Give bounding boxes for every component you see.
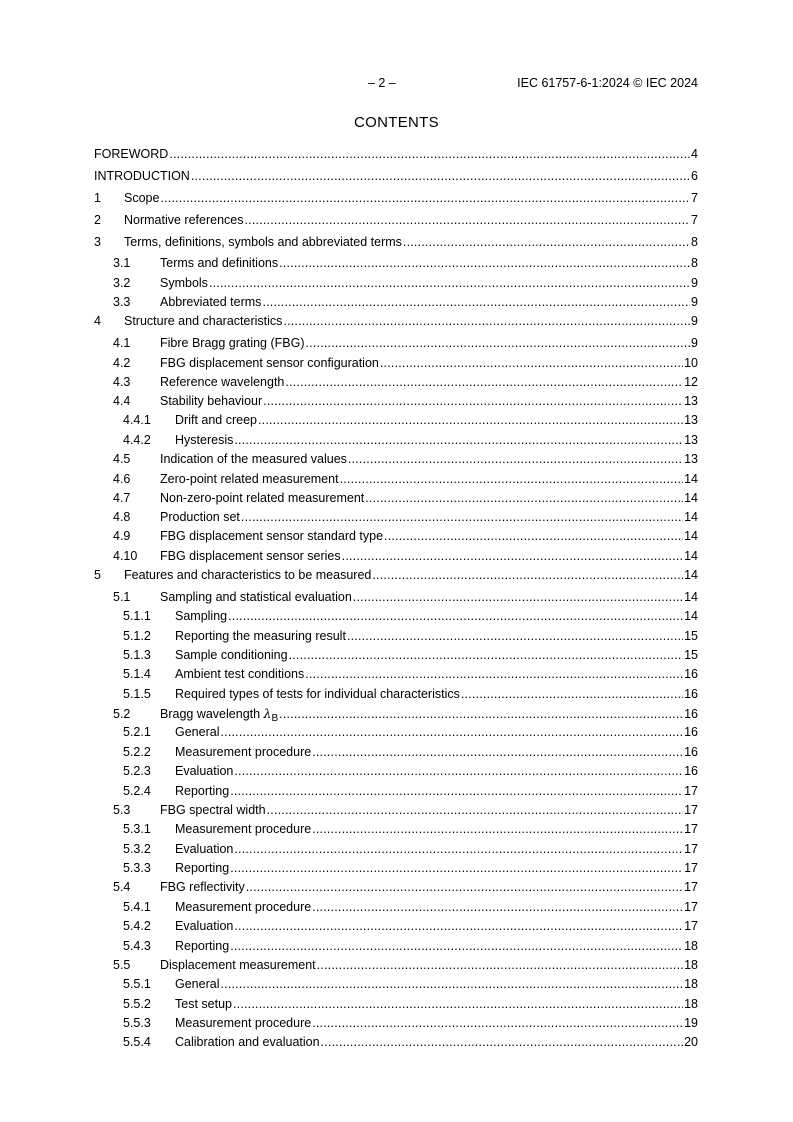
toc-entry-page: 7 xyxy=(691,212,698,227)
toc-entry-title xyxy=(160,255,278,272)
toc-entry-title-text: Reporting xyxy=(175,861,230,876)
toc-entry[interactable] xyxy=(94,528,698,547)
toc-entry-page: 14 xyxy=(684,567,698,582)
dot-leader xyxy=(289,647,684,664)
toc-entry-page: 18 xyxy=(684,957,698,972)
toc-entry[interactable] xyxy=(94,841,698,860)
toc-entry-title-text: Sample conditioning xyxy=(175,647,288,662)
toc-entry-page: 20 xyxy=(684,1035,698,1050)
toc-entry-title-text: FBG reflectivity xyxy=(160,880,245,895)
toc-entry[interactable] xyxy=(94,724,698,743)
toc-entry-number: 4.4 xyxy=(113,394,131,409)
toc-entry[interactable] xyxy=(94,628,698,647)
toc-entry[interactable] xyxy=(94,412,698,431)
toc-entry-page: 13 xyxy=(684,413,698,428)
toc-entry-title xyxy=(175,647,288,664)
toc-entry-page: 17 xyxy=(684,861,698,876)
toc-entry-title-text: Reference wavelength xyxy=(160,374,285,389)
toc-entry[interactable] xyxy=(94,471,698,490)
toc-entry-page: 17 xyxy=(684,880,698,895)
toc-entry-number: 5.3.2 xyxy=(123,841,151,856)
toc-entry-number: 4.3 xyxy=(113,374,131,389)
dot-leader xyxy=(234,432,683,449)
toc-entry-title-text: Calibration and evaluation xyxy=(175,1035,320,1050)
toc-entry-title xyxy=(175,841,233,858)
toc-entry-title xyxy=(175,724,219,741)
toc-entry-page: 9 xyxy=(691,295,698,310)
page-header xyxy=(94,76,698,92)
toc-entry-page: 16 xyxy=(684,686,698,701)
dot-leader xyxy=(365,490,683,507)
toc-entry-number: 5.3.3 xyxy=(123,861,151,876)
toc-entry-title xyxy=(124,313,282,330)
dot-leader xyxy=(347,628,683,645)
toc-entry-title-text: Reporting the measuring result xyxy=(175,628,346,643)
toc-entry-page: 16 xyxy=(684,744,698,759)
toc-entry-number: 5.5.4 xyxy=(123,1035,151,1050)
toc-entry[interactable] xyxy=(94,567,698,589)
toc-entry-title xyxy=(175,608,227,625)
toc-entry-number: 5.2 xyxy=(113,707,131,722)
toc-entry-title xyxy=(175,976,219,993)
toc-entry-number: 5.2.1 xyxy=(123,725,151,740)
toc-entry-title xyxy=(175,666,304,683)
toc-entry-title xyxy=(124,212,244,229)
toc-entry-page: 16 xyxy=(684,707,698,722)
dot-leader xyxy=(234,763,683,780)
dot-leader xyxy=(312,1015,683,1032)
toc-entry-title xyxy=(160,957,316,974)
dot-leader xyxy=(169,146,690,163)
toc-entry-title-text: Measurement procedure xyxy=(175,1016,312,1030)
toc-entry[interactable] xyxy=(94,212,698,234)
toc-entry-title xyxy=(160,294,261,311)
toc-entry-title xyxy=(160,490,364,507)
dot-leader xyxy=(312,744,683,761)
toc-entry[interactable] xyxy=(94,234,698,256)
toc-entry[interactable] xyxy=(94,783,698,802)
dot-leader xyxy=(230,860,683,877)
dot-leader xyxy=(258,412,683,429)
toc-entry-title-text: Structure and characteristics xyxy=(124,314,283,329)
toc-entry-title xyxy=(160,548,341,565)
toc-entry-number: 5.1.4 xyxy=(123,667,151,682)
toc-entry[interactable] xyxy=(94,451,698,470)
toc-entry-title xyxy=(124,234,402,251)
toc-entry-page: 9 xyxy=(691,275,698,290)
toc-entry[interactable] xyxy=(94,918,698,937)
toc-entry-title-text: General xyxy=(175,725,220,740)
toc-entry-page: 14 xyxy=(684,589,698,604)
toc-entry-number: 5.5.2 xyxy=(123,996,151,1011)
toc-entry-number: 3.3 xyxy=(113,295,131,310)
toc-entry-page: 14 xyxy=(684,529,698,544)
toc-entry[interactable] xyxy=(94,548,698,567)
toc-entry-number: 5.5 xyxy=(113,957,131,972)
toc-entry-title xyxy=(175,686,460,703)
toc-entry-title-text: FBG displacement sensor series xyxy=(160,548,341,563)
toc-entry-title xyxy=(175,918,233,935)
toc-entry-title-text: Sampling and statistical evaluation xyxy=(160,589,352,604)
toc-entry-title-text: General xyxy=(175,977,220,992)
toc-entry[interactable] xyxy=(94,1015,698,1034)
toc-entry-title-text: Drift and creep xyxy=(175,413,257,428)
dot-leader xyxy=(228,608,683,625)
toc-entry-title-text: Terms and definitions xyxy=(160,256,279,271)
toc-entry[interactable] xyxy=(94,355,698,374)
toc-entry[interactable] xyxy=(94,1034,698,1053)
toc-entry[interactable] xyxy=(94,509,698,528)
toc-entry-page: 14 xyxy=(684,471,698,486)
toc-entry-title xyxy=(175,783,229,800)
toc-entry[interactable] xyxy=(94,705,698,724)
toc-entry-title xyxy=(175,996,232,1013)
toc-entry-number: 4.2 xyxy=(113,355,131,370)
toc-entry-page: 14 xyxy=(684,510,698,525)
toc-entry-title xyxy=(94,146,168,163)
toc-entry[interactable] xyxy=(94,255,698,274)
toc-entry-title xyxy=(175,1034,320,1051)
toc-entry-title xyxy=(160,355,379,372)
toc-entry-page: 14 xyxy=(684,490,698,505)
toc-entry-title xyxy=(94,168,190,185)
dot-leader xyxy=(321,1034,684,1051)
toc-entry-page: 12 xyxy=(684,374,698,389)
toc-entry-title-text: Evaluation xyxy=(175,919,234,934)
toc-entry-title-text: Non-zero-point related measurement xyxy=(160,490,365,505)
toc-entry-page: 19 xyxy=(684,1016,698,1030)
toc-entry-number: 5.1 xyxy=(113,589,131,604)
dot-leader xyxy=(245,212,691,229)
toc-entry-number: 4.1 xyxy=(113,336,131,351)
toc-entry-title-text: Measurement procedure xyxy=(175,899,312,914)
toc-entry-title xyxy=(160,335,305,352)
dot-leader xyxy=(230,783,683,800)
toc-entry-number: 1 xyxy=(94,190,101,205)
dot-leader xyxy=(220,724,683,741)
toc-entry-title-text: Fibre Bragg grating (FBG) xyxy=(160,336,305,351)
toc-entry[interactable] xyxy=(94,802,698,821)
toc-entry-title xyxy=(175,1015,311,1032)
toc-entry-page: 15 xyxy=(684,628,698,643)
toc-entry[interactable] xyxy=(94,275,698,294)
toc-entry-page: 17 xyxy=(684,802,698,817)
dot-leader xyxy=(160,190,690,207)
dot-leader xyxy=(384,528,683,545)
toc-entry-title xyxy=(175,938,229,955)
dot-leader xyxy=(317,957,683,974)
dot-leader xyxy=(348,451,683,468)
toc-entry-number: 5.5.1 xyxy=(123,977,151,992)
toc-entry-page: 16 xyxy=(684,667,698,682)
toc-entry-title-text: INTRODUCTION xyxy=(94,168,190,183)
toc-entry-title-text: Ambient test conditions xyxy=(175,667,305,682)
toc-entry[interactable] xyxy=(94,374,698,393)
toc-entry-page: 13 xyxy=(684,452,698,467)
toc-entry-title xyxy=(175,899,311,916)
toc-entry-title-text: Reporting xyxy=(175,783,230,798)
toc-entry[interactable] xyxy=(94,996,698,1015)
dot-leader xyxy=(279,255,690,272)
toc-entry[interactable] xyxy=(94,393,698,412)
toc-entry[interactable] xyxy=(94,899,698,918)
toc-entry-number: 5.1.5 xyxy=(123,686,151,701)
dot-leader xyxy=(263,393,683,410)
toc-entry-page: 16 xyxy=(684,725,698,740)
document-reference: IEC 61757-6-1:2024 © IEC 2024 xyxy=(517,76,698,90)
toc-entry-title xyxy=(175,821,311,838)
toc-entry-number: 4.5 xyxy=(113,452,131,467)
toc-entry[interactable] xyxy=(94,821,698,840)
toc-entry[interactable] xyxy=(94,976,698,995)
toc-entry-title xyxy=(160,275,208,292)
toc-entry-title-text: Production set xyxy=(160,510,240,525)
toc-entry-title-text: Measurement procedure xyxy=(175,744,312,759)
toc-entry-page: 14 xyxy=(684,609,698,624)
toc-entry-page: 14 xyxy=(684,548,698,563)
toc-entry[interactable] xyxy=(94,168,698,190)
toc-entry-title xyxy=(160,879,245,896)
toc-entry-title xyxy=(160,528,383,545)
dot-leader xyxy=(305,666,683,683)
dot-leader xyxy=(342,548,683,565)
dot-leader xyxy=(234,918,683,935)
toc-entry-title xyxy=(160,374,284,391)
dot-leader xyxy=(220,976,683,993)
toc-entry-number: 4.9 xyxy=(113,529,131,544)
lambda-symbol: λ xyxy=(263,706,272,722)
toc-entry-title-text: Zero-point related measurement xyxy=(160,471,339,486)
toc-entry-page: 17 xyxy=(684,899,698,914)
toc-entry-title xyxy=(160,802,266,819)
toc-entry-title-text: FBG displacement sensor configuration xyxy=(160,355,379,370)
toc-entry-title-text: Scope xyxy=(124,190,160,205)
toc-entry-title-text: Features and characteristics to be measured xyxy=(124,567,372,582)
toc-entry-title xyxy=(160,589,352,606)
toc-entry[interactable] xyxy=(94,335,698,354)
toc-entry-page: 8 xyxy=(691,256,698,271)
toc-entry[interactable] xyxy=(94,589,698,608)
toc-entry-title-text: FBG spectral width xyxy=(160,802,266,817)
toc-entry-page: 9 xyxy=(691,336,698,351)
toc-entry-title xyxy=(160,451,347,468)
toc-entry-number: 5.1.2 xyxy=(123,628,151,643)
toc-entry-title-text: Terms, definitions, symbols and abbreviated terms xyxy=(124,234,402,249)
toc-entry-page: 17 xyxy=(684,783,698,798)
toc-entry[interactable] xyxy=(94,146,698,168)
toc-entry-title-text: Required types of tests for individual characteristics xyxy=(175,686,460,701)
toc-entry-number: 4.6 xyxy=(113,471,131,486)
toc-entry-title xyxy=(175,628,346,645)
toc-entry-number: 3.2 xyxy=(113,275,131,290)
toc-entry-title-text: Measurement procedure xyxy=(175,822,312,837)
dot-leader xyxy=(380,355,683,372)
toc-entry-number: 5.2.4 xyxy=(123,783,151,798)
toc-entry-page: 6 xyxy=(691,168,698,183)
toc-entry-title-text: Evaluation xyxy=(175,841,234,856)
dot-leader xyxy=(340,471,684,488)
toc-entry[interactable] xyxy=(94,647,698,666)
toc-entry-number: 5.3.1 xyxy=(123,822,151,837)
toc-entry-page: 15 xyxy=(684,647,698,662)
toc-entry-number: 5.1.1 xyxy=(123,609,151,624)
toc-entry-page: 13 xyxy=(684,432,698,447)
toc-entry-number: 3 xyxy=(94,234,101,249)
dot-leader xyxy=(283,313,690,330)
toc-entry-title-text: Stability behaviour xyxy=(160,394,263,409)
toc-entry-page: 8 xyxy=(691,234,698,249)
dot-leader xyxy=(312,821,683,838)
toc-entry[interactable] xyxy=(94,190,698,212)
toc-entry[interactable] xyxy=(94,313,698,335)
toc-entry-page: 18 xyxy=(684,938,698,953)
page-number: – 2 – xyxy=(368,76,396,90)
toc-entry-number: 5.4.1 xyxy=(123,899,151,914)
toc-entry-page: 17 xyxy=(684,841,698,856)
toc-entry-number: 5.2.2 xyxy=(123,744,151,759)
dot-leader xyxy=(312,899,683,916)
toc-entry-page: 18 xyxy=(684,977,698,992)
symbol-subscript: B xyxy=(271,713,279,725)
dot-leader xyxy=(233,996,683,1013)
page-title: CONTENTS xyxy=(354,114,439,131)
dot-leader xyxy=(353,589,683,606)
dot-leader xyxy=(241,509,683,526)
toc-entry-title-text: Sampling xyxy=(175,609,228,624)
toc-entry[interactable] xyxy=(94,860,698,879)
toc-entry-number: 4.8 xyxy=(113,510,131,525)
dot-leader xyxy=(230,938,683,955)
toc-entry-page: 4 xyxy=(691,147,698,161)
toc-entry-title-text: FOREWORD xyxy=(94,147,169,161)
toc-entry[interactable] xyxy=(94,744,698,763)
dot-leader xyxy=(246,879,683,896)
toc-entry-number: 3.1 xyxy=(113,256,131,271)
toc-entry-page: 13 xyxy=(684,394,698,409)
toc-entry-title xyxy=(124,567,371,584)
dot-leader xyxy=(279,706,683,723)
toc-entry-page: 17 xyxy=(684,919,698,934)
toc-entry-number: 5.1.3 xyxy=(123,647,151,662)
toc-entry-title-text: Evaluation xyxy=(175,764,234,779)
toc-entry-number: 5.4.3 xyxy=(123,938,151,953)
toc-entry-page: 7 xyxy=(691,190,698,205)
toc-entry[interactable] xyxy=(94,432,698,451)
toc-entry-title-text: Indication of the measured values xyxy=(160,452,347,467)
toc-entry-title xyxy=(160,393,262,410)
toc-entry-number: 4.4.2 xyxy=(123,432,151,447)
toc-entry-number: 5.5.3 xyxy=(123,1016,151,1030)
toc-entry-title xyxy=(160,471,339,488)
toc-entry-number: 4.4.1 xyxy=(123,413,151,428)
dot-leader xyxy=(461,686,683,703)
toc-entry-number: 4.10 xyxy=(113,548,138,563)
toc-entry-title xyxy=(175,432,233,449)
toc-entry-number: 5.4.2 xyxy=(123,919,151,934)
dot-leader xyxy=(209,275,690,292)
toc-entry-number: 5.4 xyxy=(113,880,131,895)
toc-entry-page: 9 xyxy=(691,314,698,329)
toc-entry-page: 16 xyxy=(684,764,698,779)
toc-entry-title-text: Reporting xyxy=(175,938,230,953)
toc-entry-number: 2 xyxy=(94,212,101,227)
toc-entry[interactable] xyxy=(94,294,698,313)
toc-entry-title xyxy=(175,412,257,429)
table-of-contents xyxy=(94,146,698,1054)
toc-entry-page: 17 xyxy=(684,822,698,837)
toc-entry-title xyxy=(160,509,240,526)
dot-leader xyxy=(191,168,690,185)
dot-leader xyxy=(234,841,683,858)
dot-leader xyxy=(262,294,690,311)
toc-entry[interactable] xyxy=(94,763,698,782)
toc-entry[interactable] xyxy=(94,666,698,685)
toc-entry[interactable] xyxy=(94,879,698,898)
toc-entry-title-text: Hysteresis xyxy=(175,432,234,447)
toc-entry[interactable] xyxy=(94,490,698,509)
dot-leader xyxy=(372,567,683,584)
toc-entry-title-text: Bragg wavelength xyxy=(160,707,264,722)
dot-leader xyxy=(267,802,684,819)
dot-leader xyxy=(403,234,690,251)
toc-entry-title-text: Symbols xyxy=(160,275,208,290)
toc-entry[interactable] xyxy=(94,686,698,705)
toc-entry-title-text: Abbreviated terms xyxy=(160,295,262,310)
toc-entry-title-text: Test setup xyxy=(175,996,232,1011)
toc-entry-number: 5.2.3 xyxy=(123,764,151,779)
toc-entry-title xyxy=(175,860,229,877)
toc-entry-title xyxy=(175,744,311,761)
toc-entry-number: 5.3 xyxy=(113,802,131,817)
toc-entry-number: 5 xyxy=(94,567,101,582)
toc-entry-title xyxy=(175,763,233,780)
toc-entry[interactable] xyxy=(94,957,698,976)
toc-entry-title-text: Normative references xyxy=(124,212,244,227)
toc-entry-title xyxy=(124,190,159,207)
toc-entry-page: 18 xyxy=(684,996,698,1011)
dot-leader xyxy=(285,374,683,391)
dot-leader xyxy=(306,335,691,352)
toc-entry-page: 10 xyxy=(684,355,698,370)
toc-entry[interactable] xyxy=(94,608,698,627)
toc-entry-number: 4.7 xyxy=(113,490,131,505)
toc-entry-number: 4 xyxy=(94,314,101,329)
toc-entry[interactable] xyxy=(94,938,698,957)
toc-entry-title-text: Displacement measurement xyxy=(160,957,316,972)
toc-entry-title-text: FBG displacement sensor standard type xyxy=(160,529,384,544)
